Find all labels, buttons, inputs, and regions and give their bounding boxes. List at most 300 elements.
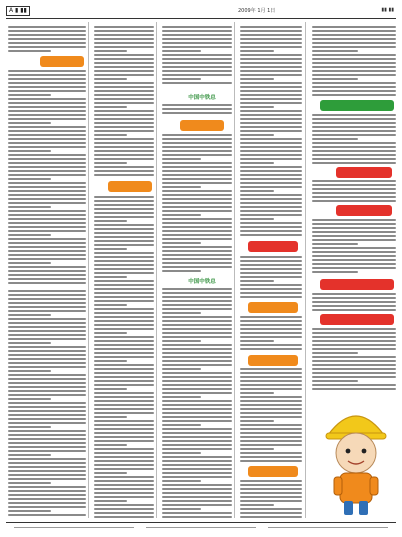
text-line-placeholder	[312, 30, 396, 32]
text-line-placeholder	[8, 238, 86, 240]
text-line-placeholder	[8, 74, 86, 76]
text-line-placeholder	[312, 263, 396, 265]
text-line-placeholder	[312, 247, 396, 249]
text-line-placeholder	[94, 94, 154, 96]
text-line-placeholder	[94, 212, 154, 214]
text-line-placeholder	[162, 234, 232, 236]
text-line-placeholder	[312, 267, 396, 269]
text-line-placeholder	[240, 202, 302, 204]
text-line-placeholder	[94, 86, 154, 88]
text-line-placeholder	[94, 280, 154, 282]
text-line-placeholder	[312, 305, 396, 307]
text-line-placeholder	[94, 316, 154, 318]
text-line-placeholder	[94, 452, 154, 454]
text-line-placeholder	[240, 90, 302, 92]
section-banner	[320, 279, 394, 290]
text-line-placeholder	[94, 304, 127, 306]
text-line-placeholder	[94, 436, 154, 438]
text-line-placeholder	[162, 424, 201, 426]
text-line-placeholder	[240, 488, 302, 490]
page-footer	[6, 522, 396, 533]
text-line-placeholder	[162, 62, 232, 64]
text-line-placeholder	[94, 408, 154, 410]
text-line-placeholder	[162, 198, 232, 200]
section-banner	[248, 302, 298, 313]
text-line-placeholder	[8, 410, 86, 412]
text-line-placeholder	[240, 86, 302, 88]
text-line-placeholder	[94, 284, 154, 286]
text-line-placeholder	[162, 74, 232, 76]
text-line-placeholder	[94, 130, 154, 132]
text-line-placeholder	[8, 418, 86, 420]
text-line-placeholder	[94, 320, 154, 322]
text-line-placeholder	[8, 462, 86, 464]
text-line-placeholder	[240, 380, 302, 382]
text-line-placeholder	[94, 264, 154, 266]
text-line-placeholder	[94, 232, 154, 234]
text-line-placeholder	[162, 46, 232, 48]
text-line-placeholder	[162, 468, 232, 470]
text-line-placeholder	[8, 158, 86, 160]
text-line-placeholder	[8, 450, 86, 452]
text-line-placeholder	[94, 344, 154, 346]
text-line-placeholder	[240, 324, 302, 326]
text-line-placeholder	[240, 194, 302, 196]
text-line-placeholder	[162, 460, 232, 462]
text-line-placeholder	[94, 432, 154, 434]
text-line-placeholder	[94, 30, 154, 32]
text-line-placeholder	[240, 218, 274, 220]
text-line-placeholder	[240, 372, 302, 374]
text-line-placeholder	[312, 360, 396, 362]
text-line-placeholder	[162, 404, 232, 406]
text-line-placeholder	[162, 34, 232, 36]
text-line-placeholder	[94, 236, 154, 238]
text-line-placeholder	[94, 110, 154, 112]
text-line-placeholder	[240, 404, 302, 406]
text-line-placeholder	[8, 50, 51, 52]
text-line-placeholder	[240, 158, 302, 160]
text-line-placeholder	[94, 348, 154, 350]
text-line-placeholder	[8, 382, 86, 384]
text-line-placeholder	[94, 34, 154, 36]
text-line-placeholder	[162, 138, 232, 140]
text-line-placeholder	[240, 130, 302, 132]
text-line-placeholder	[8, 94, 51, 96]
text-line-placeholder	[94, 324, 154, 326]
text-line-placeholder	[8, 130, 86, 132]
text-line-placeholder	[312, 255, 396, 257]
text-line-placeholder	[8, 322, 86, 324]
text-line-placeholder	[8, 422, 86, 424]
text-line-placeholder	[312, 293, 396, 295]
text-line-placeholder	[240, 320, 302, 322]
text-line-placeholder	[240, 412, 302, 414]
text-line-placeholder	[162, 170, 232, 172]
text-line-placeholder	[240, 50, 274, 52]
text-line-placeholder	[312, 336, 396, 338]
text-line-placeholder	[94, 440, 154, 442]
text-line-placeholder	[8, 230, 86, 232]
section-banner	[320, 100, 394, 111]
text-line-placeholder	[162, 480, 201, 482]
text-line-placeholder	[162, 344, 232, 346]
text-line-placeholder	[240, 376, 302, 378]
text-line-placeholder	[162, 174, 232, 176]
text-line-placeholder	[94, 412, 154, 414]
text-line-placeholder	[312, 196, 396, 198]
text-line-placeholder	[240, 54, 302, 56]
page-header	[6, 4, 396, 19]
text-line-placeholder	[162, 58, 232, 60]
text-line-placeholder	[240, 452, 302, 454]
text-line-placeholder	[94, 496, 154, 498]
text-line-placeholder	[94, 488, 154, 490]
text-line-placeholder	[8, 454, 51, 456]
text-line-placeholder	[8, 430, 86, 432]
text-line-placeholder	[8, 338, 86, 340]
text-line-placeholder	[240, 234, 302, 236]
text-line-placeholder	[8, 346, 86, 348]
text-line-placeholder	[312, 78, 358, 80]
text-line-placeholder	[240, 186, 302, 188]
text-line-placeholder	[312, 130, 396, 132]
text-line-placeholder	[240, 170, 302, 172]
text-line-placeholder	[8, 482, 51, 484]
text-line-placeholder	[94, 336, 154, 338]
text-line-placeholder	[94, 444, 127, 446]
text-line-placeholder	[162, 368, 201, 370]
text-line-placeholder	[240, 460, 302, 462]
text-line-placeholder	[8, 262, 51, 264]
text-line-placeholder	[8, 318, 86, 320]
text-line-placeholder	[312, 271, 358, 273]
text-line-placeholder	[312, 74, 396, 76]
text-line-placeholder	[94, 256, 154, 258]
text-line-placeholder	[94, 38, 154, 40]
text-line-placeholder	[312, 364, 396, 366]
text-line-placeholder	[240, 222, 302, 224]
text-line-placeholder	[94, 154, 154, 156]
text-line-placeholder	[162, 360, 232, 362]
text-line-placeholder	[312, 301, 396, 303]
column-divider	[234, 22, 235, 518]
text-line-placeholder	[162, 178, 232, 180]
text-line-placeholder	[94, 332, 127, 334]
text-line-placeholder	[94, 162, 127, 164]
section-label: 中国中铁总	[188, 95, 216, 101]
text-line-placeholder	[312, 122, 396, 124]
text-line-placeholder	[8, 294, 86, 296]
text-line-placeholder	[240, 34, 302, 36]
text-line-placeholder	[8, 406, 86, 408]
text-line-placeholder	[162, 242, 201, 244]
text-line-placeholder	[312, 344, 396, 346]
text-line-placeholder	[312, 150, 396, 152]
text-line-placeholder	[240, 500, 302, 502]
text-line-placeholder	[94, 360, 127, 362]
text-line-placeholder	[240, 408, 302, 410]
text-line-placeholder	[240, 78, 274, 80]
text-line-placeholder	[162, 456, 232, 458]
text-line-placeholder	[8, 210, 86, 212]
text-line-placeholder	[94, 208, 154, 210]
text-line-placeholder	[162, 420, 232, 422]
text-line-placeholder	[8, 30, 86, 32]
text-line-placeholder	[94, 42, 154, 44]
text-line-placeholder	[162, 266, 232, 268]
text-line-placeholder	[162, 158, 201, 160]
text-line-placeholder	[312, 219, 396, 221]
text-line-placeholder	[312, 251, 396, 253]
text-line-placeholder	[94, 484, 154, 486]
text-line-placeholder	[8, 242, 86, 244]
text-line-placeholder	[312, 297, 396, 299]
section-banner	[108, 181, 152, 192]
text-line-placeholder	[8, 218, 86, 220]
text-line-placeholder	[94, 66, 154, 68]
issue-date: 2009年 1月 1日	[238, 8, 276, 14]
text-line-placeholder	[240, 480, 302, 482]
text-line-placeholder	[312, 146, 396, 148]
text-line-placeholder	[240, 230, 302, 232]
text-line-placeholder	[240, 484, 302, 486]
text-line-placeholder	[8, 330, 86, 332]
text-line-placeholder	[94, 46, 154, 48]
text-line-placeholder	[240, 492, 302, 494]
text-line-placeholder	[162, 258, 232, 260]
text-line-placeholder	[94, 166, 154, 168]
text-line-placeholder	[162, 150, 232, 152]
text-line-placeholder	[162, 296, 232, 298]
text-line-placeholder	[240, 166, 302, 168]
section-banner	[248, 355, 298, 366]
text-line-placeholder	[8, 466, 86, 468]
text-line-placeholder	[240, 420, 274, 422]
text-line-placeholder	[8, 126, 86, 128]
text-line-placeholder	[162, 440, 232, 442]
text-line-placeholder	[94, 82, 154, 84]
text-line-placeholder	[312, 42, 396, 44]
text-line-placeholder	[94, 276, 127, 278]
text-line-placeholder	[162, 214, 201, 216]
text-line-placeholder	[162, 154, 232, 156]
text-line-placeholder	[94, 70, 154, 72]
text-line-placeholder	[94, 170, 154, 172]
text-line-placeholder	[162, 384, 232, 386]
text-line-placeholder	[8, 154, 86, 156]
text-line-placeholder	[240, 512, 302, 514]
text-line-placeholder	[312, 138, 358, 140]
text-line-placeholder	[240, 440, 302, 442]
text-line-placeholder	[94, 404, 154, 406]
text-line-placeholder	[162, 328, 232, 330]
text-line-placeholder	[162, 190, 232, 192]
text-line-placeholder	[162, 464, 232, 466]
text-line-placeholder	[312, 118, 396, 120]
text-line-placeholder	[8, 442, 86, 444]
text-line-placeholder	[312, 26, 396, 28]
text-line-placeholder	[8, 302, 86, 304]
text-line-placeholder	[240, 264, 302, 266]
text-line-placeholder	[240, 138, 302, 140]
text-line-placeholder	[312, 348, 396, 350]
text-line-placeholder	[8, 334, 86, 336]
text-line-placeholder	[162, 42, 232, 44]
text-line-placeholder	[162, 54, 232, 56]
text-line-placeholder	[240, 58, 302, 60]
text-line-placeholder	[162, 340, 201, 342]
text-line-placeholder	[94, 142, 154, 144]
text-line-placeholder	[240, 436, 302, 438]
text-line-placeholder	[8, 258, 86, 260]
text-line-placeholder	[94, 364, 154, 366]
text-line-placeholder	[240, 400, 302, 402]
text-line-placeholder	[94, 224, 154, 226]
text-line-placeholder	[8, 310, 86, 312]
text-line-placeholder	[240, 316, 302, 318]
text-line-placeholder	[312, 142, 396, 144]
text-line-placeholder	[312, 368, 396, 370]
text-line-placeholder	[312, 200, 396, 202]
text-line-placeholder	[162, 516, 232, 518]
text-line-placeholder	[162, 484, 232, 486]
text-line-placeholder	[312, 384, 396, 386]
text-line-placeholder	[8, 194, 86, 196]
text-line-placeholder	[162, 472, 232, 474]
text-line-placeholder	[312, 243, 358, 245]
text-line-placeholder	[94, 400, 154, 402]
text-line-placeholder	[8, 134, 86, 136]
text-line-placeholder	[94, 50, 127, 52]
text-line-placeholder	[8, 306, 86, 308]
text-line-placeholder	[162, 364, 232, 366]
text-line-placeholder	[312, 328, 396, 330]
text-line-placeholder	[8, 370, 51, 372]
text-line-placeholder	[94, 58, 154, 60]
text-line-placeholder	[94, 312, 154, 314]
text-line-placeholder	[94, 288, 154, 290]
text-line-placeholder	[312, 34, 396, 36]
text-line-placeholder	[8, 342, 51, 344]
text-line-placeholder	[94, 340, 154, 342]
text-line-placeholder	[8, 358, 86, 360]
text-line-placeholder	[8, 206, 51, 208]
text-line-placeholder	[8, 90, 86, 92]
text-line-placeholder	[8, 182, 86, 184]
section-badge: A ▮ ▮▮	[6, 6, 30, 16]
text-line-placeholder	[8, 122, 51, 124]
text-line-placeholder	[240, 174, 302, 176]
text-line-placeholder	[8, 354, 86, 356]
text-line-placeholder	[240, 444, 302, 446]
text-line-placeholder	[8, 470, 86, 472]
text-line-placeholder	[8, 82, 86, 84]
text-line-placeholder	[162, 488, 232, 490]
text-line-placeholder	[312, 154, 396, 156]
text-line-placeholder	[240, 424, 302, 426]
text-line-placeholder	[94, 196, 154, 198]
column-divider	[305, 22, 306, 518]
text-line-placeholder	[8, 282, 86, 284]
text-line-placeholder	[8, 138, 86, 140]
text-line-placeholder	[240, 98, 302, 100]
text-line-placeholder	[8, 214, 86, 216]
text-line-placeholder	[312, 309, 396, 311]
text-line-placeholder	[94, 292, 154, 294]
text-line-placeholder	[162, 312, 201, 314]
text-line-placeholder	[8, 114, 86, 116]
text-line-placeholder	[94, 98, 154, 100]
text-line-placeholder	[162, 66, 232, 68]
column-divider	[88, 22, 89, 518]
text-line-placeholder	[94, 150, 154, 152]
text-line-placeholder	[94, 456, 154, 458]
text-line-placeholder	[312, 332, 396, 334]
text-line-placeholder	[8, 150, 51, 152]
text-line-placeholder	[312, 340, 396, 342]
text-line-placeholder	[162, 492, 232, 494]
text-line-placeholder	[162, 262, 232, 264]
text-line-placeholder	[8, 250, 86, 252]
text-line-placeholder	[94, 62, 154, 64]
text-line-placeholder	[240, 448, 274, 450]
text-line-placeholder	[8, 142, 86, 144]
text-line-placeholder	[312, 66, 396, 68]
text-line-placeholder	[240, 42, 302, 44]
text-line-placeholder	[8, 38, 86, 40]
text-line-placeholder	[94, 248, 127, 250]
text-line-placeholder	[240, 118, 302, 120]
text-line-placeholder	[240, 82, 302, 84]
text-line-placeholder	[8, 274, 86, 276]
text-line-placeholder	[8, 278, 86, 280]
text-line-placeholder	[8, 362, 86, 364]
hardhat-worker-mascot-icon	[318, 395, 394, 521]
text-line-placeholder	[312, 388, 396, 390]
text-line-placeholder	[240, 30, 302, 32]
text-line-placeholder	[94, 356, 154, 358]
text-line-placeholder	[312, 70, 396, 72]
text-line-placeholder	[8, 106, 86, 108]
text-line-placeholder	[312, 46, 396, 48]
text-line-placeholder	[94, 158, 154, 160]
text-line-placeholder	[240, 260, 302, 262]
text-line-placeholder	[94, 252, 154, 254]
text-line-placeholder	[8, 426, 51, 428]
text-line-placeholder	[8, 190, 86, 192]
text-line-placeholder	[240, 106, 274, 108]
text-line-placeholder	[162, 230, 232, 232]
text-line-placeholder	[240, 126, 302, 128]
text-line-placeholder	[8, 226, 86, 228]
text-line-placeholder	[162, 496, 232, 498]
text-line-placeholder	[8, 498, 86, 500]
section-banner	[40, 56, 84, 67]
text-line-placeholder	[240, 142, 302, 144]
text-line-placeholder	[162, 142, 232, 144]
text-line-placeholder	[240, 214, 302, 216]
section-banner	[320, 314, 394, 325]
text-line-placeholder	[240, 384, 302, 386]
text-line-placeholder	[162, 372, 232, 374]
text-line-placeholder	[94, 102, 154, 104]
text-line-placeholder	[240, 268, 302, 270]
text-line-placeholder	[312, 114, 396, 116]
text-line-placeholder	[8, 266, 86, 268]
text-line-placeholder	[240, 146, 302, 148]
text-line-placeholder	[162, 356, 232, 358]
